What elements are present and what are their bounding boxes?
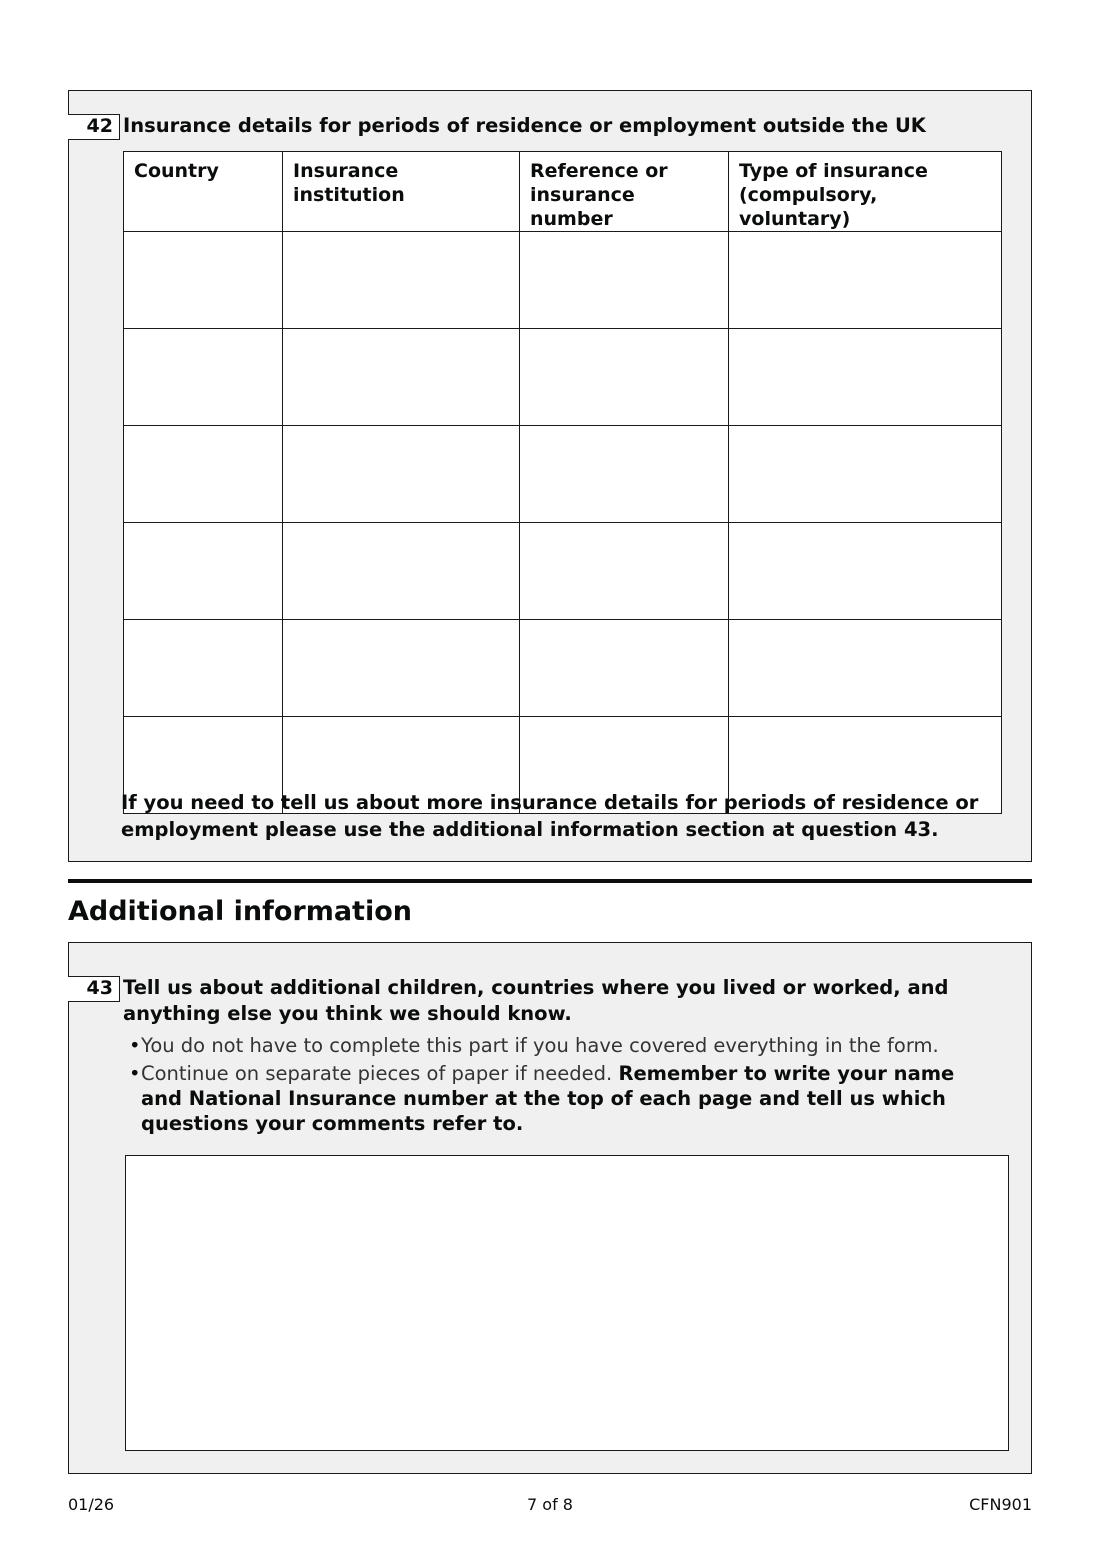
question-title: Insurance details for periods of residence or employment outside the UK — [123, 114, 926, 137]
country-field[interactable] — [124, 232, 283, 329]
country-field[interactable] — [124, 329, 283, 426]
question-number: 43 — [68, 976, 120, 1002]
country-field[interactable] — [124, 523, 283, 620]
type-of-insurance-field[interactable] — [729, 426, 1002, 523]
list-item — [129, 1033, 999, 1058]
instruction-list — [129, 1033, 999, 1139]
table-row — [124, 329, 1002, 426]
instruction-emphasis: Remember to write your name and National Insurance number at the top of each page and tell us which questions your comments refer to. — [141, 1062, 955, 1135]
reference-number-field[interactable] — [520, 523, 729, 620]
reference-number-field[interactable] — [520, 426, 729, 523]
reference-number-field[interactable] — [520, 329, 729, 426]
question-42-panel — [68, 90, 1032, 862]
table-row — [124, 426, 1002, 523]
page-number: 7 of 8 — [527, 1495, 573, 1514]
insurance-details-table — [123, 151, 1002, 814]
insurance-institution-field[interactable] — [283, 620, 520, 717]
additional-information-field[interactable] — [125, 1155, 1009, 1451]
reference-number-field[interactable] — [520, 232, 729, 329]
country-field[interactable] — [124, 620, 283, 717]
question-title: Tell us about additional children, countries where you lived or worked, and anything else you think we should know. — [123, 976, 949, 1025]
question-43-panel — [68, 942, 1032, 1474]
section-heading: Additional information — [68, 896, 412, 927]
insurance-institution-field[interactable] — [283, 329, 520, 426]
more-insurance-note: If you need to tell us about more insurance details for periods of residence or employment please use the additional information section at question 43. — [121, 791, 979, 841]
table-row — [124, 523, 1002, 620]
footer-date: 01/26 — [68, 1495, 115, 1514]
column-header-country: Country — [124, 152, 283, 232]
insurance-institution-field[interactable] — [283, 232, 520, 329]
type-of-insurance-field[interactable] — [729, 329, 1002, 426]
table-header-row — [124, 152, 1002, 232]
section-divider — [68, 879, 1032, 883]
table-row — [124, 620, 1002, 717]
table-row — [124, 232, 1002, 329]
column-header-type-of-insurance: Type of insurance (compulsory, voluntary) — [729, 152, 1002, 232]
instruction-text: Continue on separate pieces of paper if needed. — [141, 1062, 613, 1085]
list-item — [129, 1061, 999, 1136]
insurance-institution-field[interactable] — [283, 426, 520, 523]
instruction-text: You do not have to complete this part if you have covered everything in the form. — [141, 1034, 939, 1057]
question-number: 42 — [68, 114, 120, 140]
column-header-insurance-institution: Insurance institution — [283, 152, 520, 232]
type-of-insurance-field[interactable] — [729, 620, 1002, 717]
insurance-institution-field[interactable] — [283, 523, 520, 620]
type-of-insurance-field[interactable] — [729, 232, 1002, 329]
reference-number-field[interactable] — [520, 620, 729, 717]
type-of-insurance-field[interactable] — [729, 523, 1002, 620]
form-code: CFN901 — [969, 1495, 1032, 1514]
column-header-reference-number: Reference or insurance number — [520, 152, 729, 232]
country-field[interactable] — [124, 426, 283, 523]
